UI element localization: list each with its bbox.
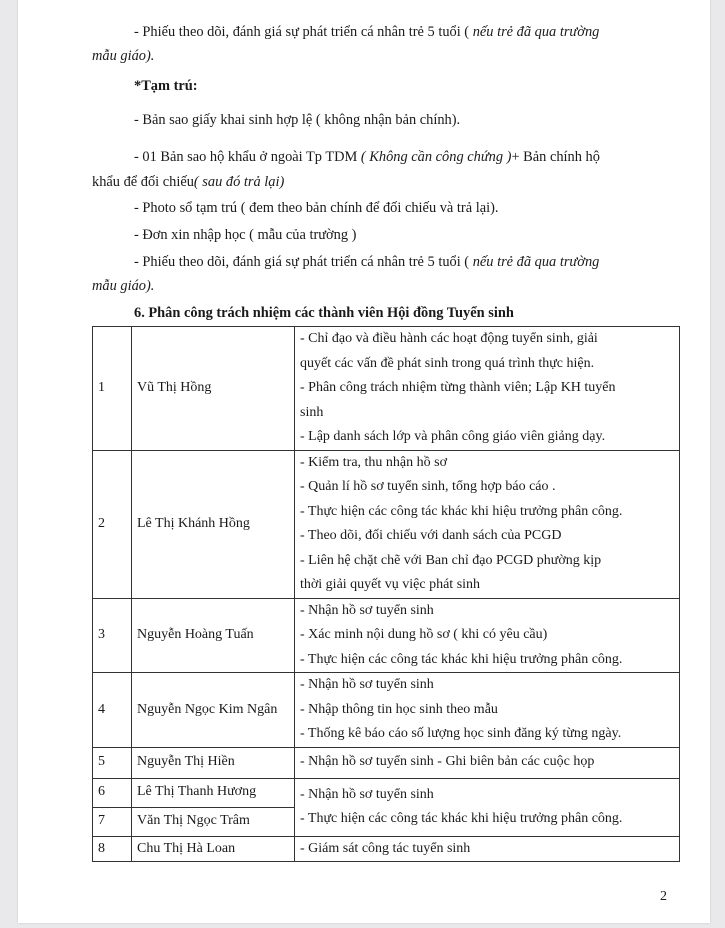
page-number: 2 xyxy=(660,889,667,904)
row-number: 7 xyxy=(93,807,132,836)
member-name: Lê Thị Khánh Hồng xyxy=(132,450,295,598)
task-cell: - Giám sát công tác tuyển sinh xyxy=(295,836,680,862)
paragraph-line: - Phiếu theo dõi, đánh giá sự phát triển cá nhân trẻ 5 tuổi ( nếu trẻ đã qua trường xyxy=(134,254,600,270)
member-name: Nguyễn Ngọc Kim Ngân xyxy=(132,673,295,748)
paragraph-line: - Photo sổ tạm trú ( đem theo bản chính để đối chiếu và trả lại). xyxy=(134,200,499,216)
row-number: 8 xyxy=(93,836,132,862)
task-cell: - Nhận hồ sơ tuyển sinh - Nhập thông tin học sinh theo mẫu - Thống kê báo cáo số lượng học sinh đăng ký từng ngày. xyxy=(295,673,680,748)
table-row xyxy=(93,450,680,598)
row-number: 4 xyxy=(93,673,132,748)
row-number: 5 xyxy=(93,747,132,778)
paragraph-line: mẫu giáo). xyxy=(92,278,155,294)
table-row xyxy=(93,673,680,748)
paragraph-line: - Phiếu theo dõi, đánh giá sự phát triển cá nhân trẻ 5 tuổi ( nếu trẻ đã qua trường xyxy=(134,24,600,40)
task-cell: - Chỉ đạo và điều hành các hoạt động tuyển sinh, giải quyết các vấn đề phát sinh trong quá trình thực hiện. - Phân công trách nhiệm từng thành viên; Lập KH tuyển sinh - Lập danh sách lớp và phân công giáo viên giảng dạy. xyxy=(295,327,680,451)
row-number: 3 xyxy=(93,598,132,673)
document-page xyxy=(18,0,710,923)
paragraph-line: - 01 Bản sao hộ khẩu ở ngoài Tp TDM ( Không cần công chứng )+ Bản chính hộ xyxy=(134,149,600,165)
task-cell: - Kiểm tra, thu nhận hồ sơ - Quản lí hồ sơ tuyển sinh, tổng hợp báo cáo . - Thực hiện các công tác khác khi hiệu trưởng phân công. - Theo dõi, đối chiếu với danh sách của PCGD - Liên hệ chặt chẽ với Ban chỉ đạo PCGD phường kịp thời giải quyết vụ việc phát sinh xyxy=(295,450,680,598)
table-row xyxy=(93,778,680,807)
paragraph-line: mẫu giáo). xyxy=(92,48,155,64)
row-number: 1 xyxy=(93,327,132,451)
member-name: Nguyễn Hoàng Tuấn xyxy=(132,598,295,673)
task-cell: - Nhận hồ sơ tuyển sinh - Xác minh nội dung hồ sơ ( khi có yêu cầu) - Thực hiện các công tác khác khi hiệu trưởng phân công. xyxy=(295,598,680,673)
task-cell: - Nhận hồ sơ tuyển sinh - Thực hiện các công tác khác khi hiệu trưởng phân công. xyxy=(295,778,680,836)
table-row xyxy=(93,747,680,778)
section-subheading: *Tạm trú: xyxy=(134,78,198,94)
member-name: Lê Thị Thanh Hương xyxy=(132,778,295,807)
table-row xyxy=(93,598,680,673)
section-heading: 6. Phân công trách nhiệm các thành viên Hội đồng Tuyển sinh xyxy=(134,305,514,321)
member-name: Văn Thị Ngọc Trâm xyxy=(132,807,295,836)
row-number: 2 xyxy=(93,450,132,598)
responsibility-table xyxy=(92,326,680,862)
member-name: Vũ Thị Hồng xyxy=(132,327,295,451)
member-name: Nguyễn Thị Hiền xyxy=(132,747,295,778)
table-row xyxy=(93,836,680,862)
paragraph-line: - Đơn xin nhập học ( mẫu của trường ) xyxy=(134,227,357,243)
row-number: 6 xyxy=(93,778,132,807)
member-name: Chu Thị Hà Loan xyxy=(132,836,295,862)
paragraph-line: khẩu để đối chiếu( sau đó trả lại) xyxy=(92,174,285,190)
paragraph-line: - Bản sao giấy khai sinh hợp lệ ( không nhận bản chính). xyxy=(134,112,461,128)
task-cell: - Nhận hồ sơ tuyển sinh - Ghi biên bản các cuộc họp xyxy=(295,747,680,778)
table-row xyxy=(93,327,680,451)
